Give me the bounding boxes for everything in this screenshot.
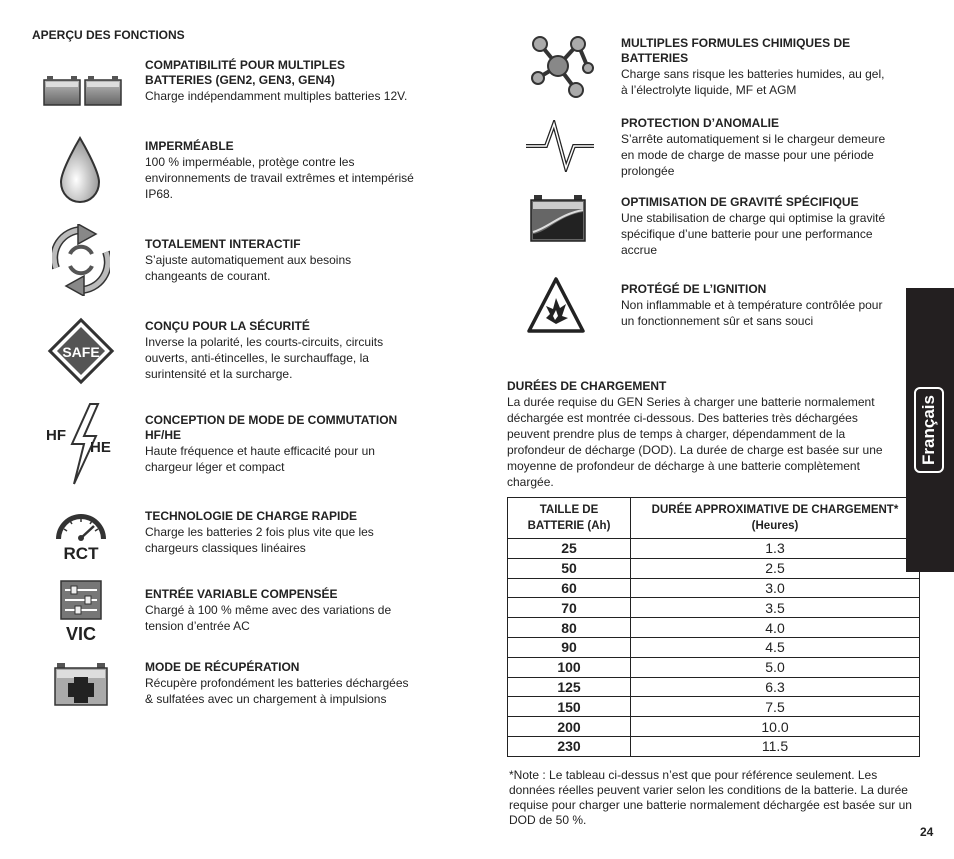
feature-hf-he (145, 413, 415, 475)
table-row (508, 677, 920, 697)
vic-text: VIC (65, 624, 97, 644)
battery-size-cell: 125 (508, 677, 631, 697)
charge-time-cell: 11.5 (631, 736, 920, 756)
feature-title: TOTALEMENT INTERACTIF (145, 237, 301, 251)
durations-intro: La durée requise du GEN Series à charger une batterie normalement déchargée est montrée ci-dessous. Des batteries très déchargées peuvent prendre plus de temps à charger, dépendamment de la profondeur de décharge (DOD). La durée de charge est basée sur une moyenne de profondeur de décharge à une batterie complètement chargée. (507, 395, 883, 489)
battery-repair-icon (54, 661, 108, 707)
durations-title: DURÉES DE CHARGEMENT (507, 379, 667, 393)
feature-desc: S’arrête automatiquement si le chargeur demeure en mode de charge de masse pour une période prolongée (621, 132, 886, 178)
water-drop-icon (58, 136, 102, 204)
table-row (508, 558, 920, 578)
battery-size-cell: 80 (508, 618, 631, 638)
rct-text: RCT (63, 544, 99, 561)
hf-text: HF (46, 427, 66, 444)
feature-title: ENTRÉE VARIABLE COMPENSÉE (145, 587, 338, 601)
feature-title: PROTECTION D’ANOMALIE (621, 116, 779, 130)
battery-size-cell: 50 (508, 558, 631, 578)
feature-multi-battery (145, 58, 415, 104)
feature-title: TECHNOLOGIE DE CHARGE RAPIDE (145, 509, 358, 523)
feature-title: IMPERMÉABLE (145, 139, 234, 153)
battery-gravity-icon (530, 194, 586, 242)
table-row (508, 618, 920, 638)
feature-rapid-charge (145, 509, 415, 556)
overview-title: APERÇU DES FONCTIONS (32, 28, 185, 42)
battery-size-cell: 150 (508, 697, 631, 717)
feature-recovery (145, 660, 415, 707)
feature-desc: Récupère profondément les batteries déchargées & sulfatées avec un chargement à impulsions (145, 676, 409, 706)
page-number: 24 (920, 825, 934, 839)
battery-size-cell: 100 (508, 657, 631, 677)
charge-time-cell: 6.3 (631, 677, 920, 697)
feature-desc: Charge les batteries 2 fois plus vite que les chargeurs classiques linéaires (145, 525, 374, 555)
charge-time-cell: 5.0 (631, 657, 920, 677)
table-row (508, 697, 920, 717)
battery-pair-icon (43, 74, 123, 106)
table-row (508, 578, 920, 598)
charge-time-cell: 7.5 (631, 697, 920, 717)
charge-time-cell: 4.0 (631, 618, 920, 638)
table-row (508, 598, 920, 618)
battery-size-cell: 60 (508, 578, 631, 598)
feature-desc: Charge sans risque les batteries humides, au gel, à l’électrolyte liquide, MF et AGM (621, 67, 885, 97)
feature-safety (145, 319, 415, 382)
feature-gravity (621, 195, 891, 258)
feature-interactive (145, 237, 415, 284)
feature-desc: Chargé à 100 % même avec des variations de tension d’entrée AC (145, 603, 392, 633)
durations-note: *Note : Le tableau ci-dessus n’est que pour référence seulement. Les données réelles peuvent varier selon les conditions de la batterie. La durée requise pour charger une batterie normalement déchargée est basée sur un DOD de 50 %. (509, 768, 912, 827)
battery-size-cell: 200 (508, 717, 631, 737)
charge-time-cell: 3.5 (631, 598, 920, 618)
feature-title: COMPATIBILITÉ POUR MULTIPLES BATTERIES (GEN2, GEN3, GEN4) (145, 58, 345, 87)
battery-size-cell: 70 (508, 598, 631, 618)
language-tab-text: Français (919, 395, 938, 465)
battery-size-cell: 230 (508, 736, 631, 756)
ignition-warning-icon (526, 276, 586, 334)
safe-badge-text: SAFE (62, 344, 100, 360)
feature-title: MULTIPLES FORMULES CHIMIQUES DE BATTERIES (621, 36, 851, 65)
feature-waterproof (145, 139, 415, 202)
feature-title: CONÇU POUR LA SÉCURITÉ (145, 319, 310, 333)
table-row (508, 637, 920, 657)
battery-size-cell: 25 (508, 539, 631, 559)
charge-time-cell: 4.5 (631, 637, 920, 657)
molecule-icon (528, 32, 594, 100)
rct-gauge-icon (52, 503, 110, 561)
vic-sliders-icon (55, 580, 107, 644)
column-header-time: DURÉE APPROXIMATIVE DE CHARGEMENT* (Heures) (631, 498, 920, 539)
language-tab-label (914, 387, 944, 473)
battery-size-cell: 90 (508, 637, 631, 657)
column-header-size: TAILLE DE BATTERIE (Ah) (508, 498, 631, 539)
feature-chemistry (621, 36, 891, 98)
feature-desc: Inverse la polarité, les courts-circuits, circuits ouverts, anti-étincelles, le surchauffage, la surintensité et la surcharge. (145, 335, 384, 381)
table-row (508, 736, 920, 756)
feature-desc: S’ajuste automatiquement aux besoins changeants de courant. (145, 253, 352, 283)
feature-variable-input (145, 587, 415, 634)
charge-time-cell: 2.5 (631, 558, 920, 578)
feature-desc: 100 % imperméable, protège contre les environnements de travail extrêmes et intempérisé IP68. (145, 155, 414, 201)
table-row (508, 717, 920, 737)
charge-time-cell: 1.3 (631, 539, 920, 559)
feature-desc: Une stabilisation de charge qui optimise la gravité spécifique d’une batterie pour une performance accrue (621, 211, 886, 257)
feature-desc: Charge indépendamment multiples batteries 12V. (145, 89, 408, 103)
he-text: HE (90, 439, 111, 456)
pulse-wave-icon (524, 120, 596, 172)
table-row (508, 657, 920, 677)
hf-he-lightning-icon (46, 402, 120, 486)
charge-time-cell: 10.0 (631, 717, 920, 737)
feature-desc: Non inflammable et à température contrôlée pour un fonctionnement sûr et sans souci (621, 298, 883, 328)
feature-desc: Haute fréquence et haute efficacité pour un chargeur léger et compact (145, 444, 375, 474)
durations-table (507, 497, 920, 757)
feature-title: MODE DE RÉCUPÉRATION (145, 660, 300, 674)
feature-title: PROTÉGÉ DE L’IGNITION (621, 282, 767, 296)
interactive-arrows-icon (52, 224, 110, 296)
feature-ignition (621, 282, 891, 329)
charge-time-cell: 3.0 (631, 578, 920, 598)
safe-badge-icon (47, 317, 115, 385)
feature-title: CONCEPTION DE MODE DE COMMUTATION HF/HE (145, 413, 398, 442)
feature-title: OPTIMISATION DE GRAVITÉ SPÉCIFIQUE (621, 195, 859, 209)
table-row (508, 539, 920, 559)
feature-anomaly (621, 116, 891, 179)
